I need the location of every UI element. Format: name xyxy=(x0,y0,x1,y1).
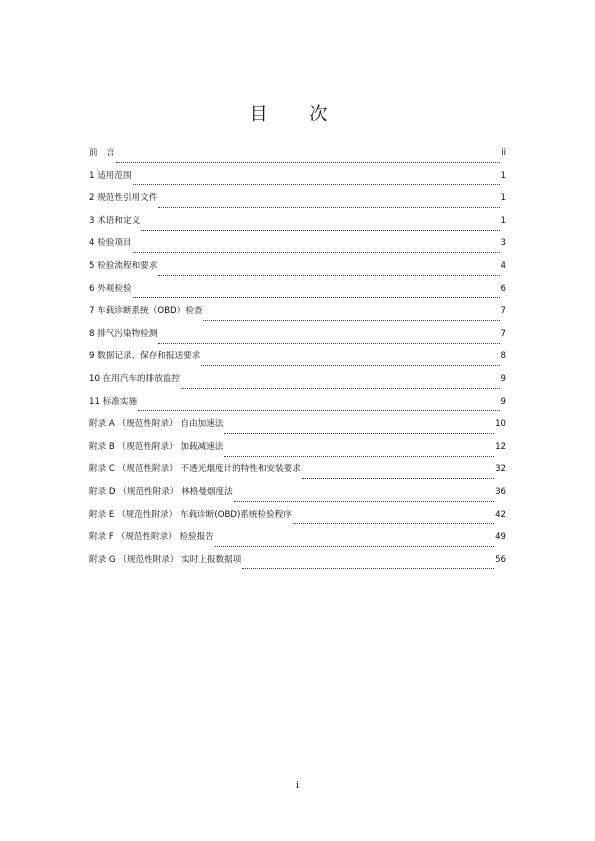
toc-entry-label: 附录 C （规范性附录） 不透光烟度计的特性和安装要求 xyxy=(89,464,301,475)
toc-entry-page: 1 xyxy=(500,193,506,204)
toc-leader xyxy=(201,359,499,366)
toc-leader xyxy=(234,495,494,502)
toc-entry[interactable] xyxy=(89,191,506,214)
toc-entry-page: 3 xyxy=(500,238,506,249)
toc-entry[interactable] xyxy=(89,236,506,259)
toc-leader xyxy=(203,314,499,321)
toc-entry[interactable] xyxy=(89,304,506,327)
toc-entry[interactable] xyxy=(89,508,506,531)
toc-entry-page: 9 xyxy=(500,396,506,407)
toc-leader xyxy=(181,382,500,389)
toc-entry-label: 11 标准实施 xyxy=(89,396,138,407)
toc-leader xyxy=(224,450,494,457)
toc-entry-page: 56 xyxy=(495,554,506,565)
toc-entry-label: 1 适用范围 xyxy=(89,170,132,181)
toc-entry-page: 42 xyxy=(495,509,506,520)
toc-leader xyxy=(141,224,499,231)
toc-leader xyxy=(158,337,499,344)
toc-entry-page: 9 xyxy=(500,373,506,384)
toc-leader xyxy=(302,472,494,479)
toc-entry[interactable] xyxy=(89,372,506,395)
toc-entry-label: 附录 A （规范性附录） 自由加速法 xyxy=(89,419,224,430)
toc-title: 目 次 xyxy=(249,104,346,125)
toc-entry-label: 6 外观检验 xyxy=(89,283,132,294)
toc-entry-label: 附录 E （规范性附录） 车载诊断(OBD)系统检验程序 xyxy=(89,509,292,520)
toc-entry-label: 4 检验项目 xyxy=(89,238,132,249)
toc-entry-label: 附录 D （规范性附录） 林格曼烟度法 xyxy=(89,486,233,497)
toc-entry-page: 10 xyxy=(495,419,506,430)
toc-entry[interactable] xyxy=(89,282,506,305)
toc-leader xyxy=(293,517,494,524)
toc-entry-page: 12 xyxy=(495,441,506,452)
toc-entry-page: 4 xyxy=(500,260,506,271)
toc-entry-label: 8 排气污染物检测 xyxy=(89,328,158,339)
toc-leader xyxy=(116,156,500,163)
toc-entry-label: 前 言 xyxy=(89,148,115,158)
toc-entry[interactable] xyxy=(89,530,506,553)
toc-entry-label: 附录 F （规范性附录） 检验报告 xyxy=(89,532,214,543)
toc-entry-page: 7 xyxy=(500,306,506,317)
toc-entry-page: 6 xyxy=(500,283,506,294)
toc-entry-label: 附录 G （规范性附录） 实时上报数据项 xyxy=(89,554,242,565)
toc-entry[interactable] xyxy=(89,169,506,192)
toc-entry-page: 8 xyxy=(500,351,506,362)
toc-leader xyxy=(242,562,494,569)
table-of-contents xyxy=(89,146,506,575)
toc-entry-label: 5 检验流程和要求 xyxy=(89,260,158,271)
toc-leader xyxy=(224,427,494,434)
toc-leader xyxy=(158,201,499,208)
toc-entry[interactable] xyxy=(89,259,506,282)
page-number: i xyxy=(296,781,299,791)
toc-entry-label: 3 术语和定义 xyxy=(89,215,141,226)
toc-entry-page: 36 xyxy=(495,486,506,497)
toc-entry[interactable] xyxy=(89,327,506,350)
toc-entry[interactable] xyxy=(89,395,506,418)
toc-entry-page: 32 xyxy=(495,464,506,475)
toc-leader xyxy=(138,404,499,411)
toc-entry-label: 9 数据记录、保存和报送要求 xyxy=(89,351,201,362)
toc-leader xyxy=(133,246,500,253)
toc-entry-page: 7 xyxy=(500,328,506,339)
toc-entry-label: 附录 B （规范性附录） 加载减速法 xyxy=(89,441,224,452)
toc-leader xyxy=(133,291,500,298)
toc-entry[interactable] xyxy=(89,417,506,440)
toc-entry-page: 49 xyxy=(495,532,506,543)
toc-leader xyxy=(158,269,499,276)
toc-entry[interactable] xyxy=(89,485,506,508)
toc-entry-label: 2 规范性引用文件 xyxy=(89,193,158,204)
toc-entry-page: 1 xyxy=(500,170,506,181)
toc-entry[interactable] xyxy=(89,349,506,372)
toc-entry[interactable] xyxy=(89,146,506,169)
toc-entry-page: ii xyxy=(501,148,506,158)
toc-entry[interactable] xyxy=(89,440,506,463)
toc-entry[interactable] xyxy=(89,214,506,237)
toc-entry-label: 10 在用汽车的排放监控 xyxy=(89,373,181,384)
toc-leader xyxy=(215,540,494,547)
toc-entry[interactable] xyxy=(89,553,506,576)
toc-entry-label: 7 车载诊断系统（OBD）检查 xyxy=(89,306,203,317)
toc-leader xyxy=(133,178,500,185)
toc-entry[interactable] xyxy=(89,462,506,485)
toc-entry-page: 1 xyxy=(500,215,506,226)
